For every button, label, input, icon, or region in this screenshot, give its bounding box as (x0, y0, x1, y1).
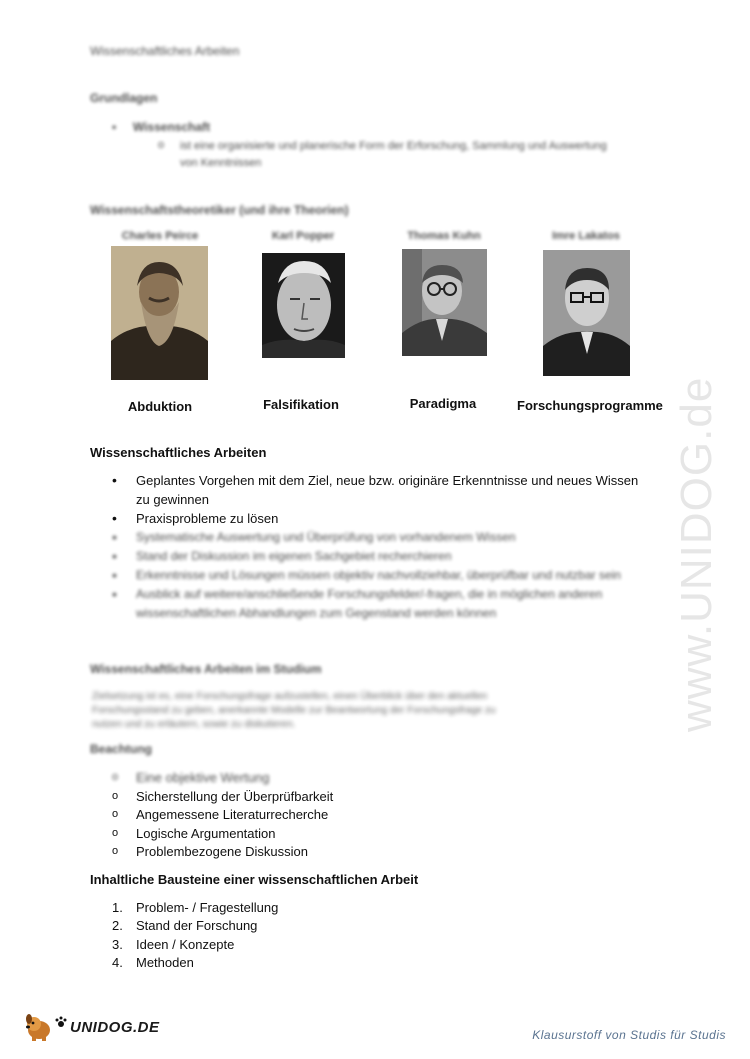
watermark (655, 280, 735, 740)
paw-icon (54, 1015, 68, 1029)
list-item: • Geplantes Vorgehen mit dem Ziel, neue bzw. originäre Erkenntnisse und neues Wissen zu gewinnen (112, 471, 652, 509)
watermark-text: www.UNIDOG.de (672, 376, 721, 732)
document-title: Wissenschaftliches Arbeiten (90, 44, 240, 58)
studium-heading: Wissenschaftliches Arbeiten im Studium (90, 662, 322, 676)
dog-icon (22, 1012, 56, 1042)
person-name-lakatos: Imre Lakatos (552, 230, 620, 242)
list-number: 1. (112, 900, 123, 915)
person-name-peirce: Charles Peirce (121, 230, 199, 242)
logo-text: UNIDOG.DE (70, 1018, 160, 1036)
list-item: • Stand der Diskussion im eigenen Sachgebiet recherchieren (112, 547, 652, 566)
theoretiker-heading: Wissenschaftstheoretiker (und ihre Theorien) (90, 203, 349, 217)
theory-forschungsprogramme: Forschungsprogramme (517, 398, 663, 413)
list-item: o Eine objektive Wertung (112, 769, 512, 788)
wa-heading: Wissenschaftliches Arbeiten (90, 445, 267, 460)
theory-abduktion: Abduktion (127, 399, 193, 414)
list-text: Ideen / Konzepte (136, 936, 235, 952)
grundlagen-sub-marker: o (158, 139, 165, 151)
list-item: o Logische Argumentation (112, 825, 512, 844)
person-name-kuhn: Thomas Kuhn (407, 230, 481, 242)
list-item (112, 917, 512, 935)
list-text: Problem- / Fragestellung (136, 900, 279, 915)
theory-paradigma: Paradigma (409, 396, 477, 411)
bausteine-heading: Inhaltliche Bausteine einer wissenschaftlichen Arbeit (90, 872, 419, 887)
unidog-logo[interactable] (22, 1012, 160, 1042)
portrait-lakatos (543, 250, 630, 376)
list-item: o Sicherstellung der Überprüfbarkeit (112, 788, 512, 807)
portrait-popper (262, 253, 345, 358)
list-item: • Praxisprobleme zu lösen (112, 509, 652, 528)
beachtung-list (112, 769, 512, 862)
list-item: o Angemessene Literaturrecherche (112, 806, 512, 825)
list-item (112, 936, 512, 954)
list-item: • Systematische Auswertung und Überprüfung von vorhandenem Wissen (112, 528, 652, 547)
studium-paragraph: Zielsetzung ist es, eine Forschungsfrage aufzustellen, einen Überblick über den aktuellen Forschungsstand zu geben, anerkannte Modelle zur Beantwortung der Forschungsfrage zu nutzen und zu erläutern, sowie zu diskutieren. (92, 691, 496, 730)
wa-bullet-list (112, 471, 652, 623)
list-item (112, 899, 512, 917)
grundlagen-term: Wissenschaft (132, 120, 211, 134)
list-text: Stand der Forschung (136, 918, 258, 934)
person-name-popper: Karl Popper (271, 230, 335, 242)
portrait-peirce (111, 246, 208, 380)
grundlagen-bullet: • Wissenschaft (112, 120, 211, 134)
bausteine-list (112, 899, 512, 972)
list-number: 4. (112, 954, 123, 970)
list-item: • Erkenntnisse und Lösungen müssen objektiv nachvollziehbar, überprüfbar und nutzbar sein (112, 566, 652, 585)
theory-falsifikation: Falsifikation (263, 397, 339, 412)
beachtung-heading: Beachtung (90, 742, 153, 756)
list-item (112, 954, 512, 972)
list-item: o Problembezogene Diskussion (112, 843, 512, 862)
list-number: 2. (112, 918, 123, 934)
portrait-kuhn (402, 249, 487, 356)
grundlagen-heading: Grundlagen (90, 91, 158, 105)
grundlagen-definition: ist eine organisierte und planerische Form der Erforschung, Sammlung und Auswertung von Kenntnissen (180, 140, 607, 169)
footer-slogan: Klausurstoff von Studis für Studis (532, 1028, 726, 1042)
list-text: Methoden (136, 954, 194, 970)
list-item: • Ausblick auf weitere/anschließende Forschungsfelder/-fragen, die in möglichen anderen wissenschaftlichen Abhandlungen zum Gegenstand werden können (112, 585, 652, 623)
list-number: 3. (112, 936, 123, 952)
